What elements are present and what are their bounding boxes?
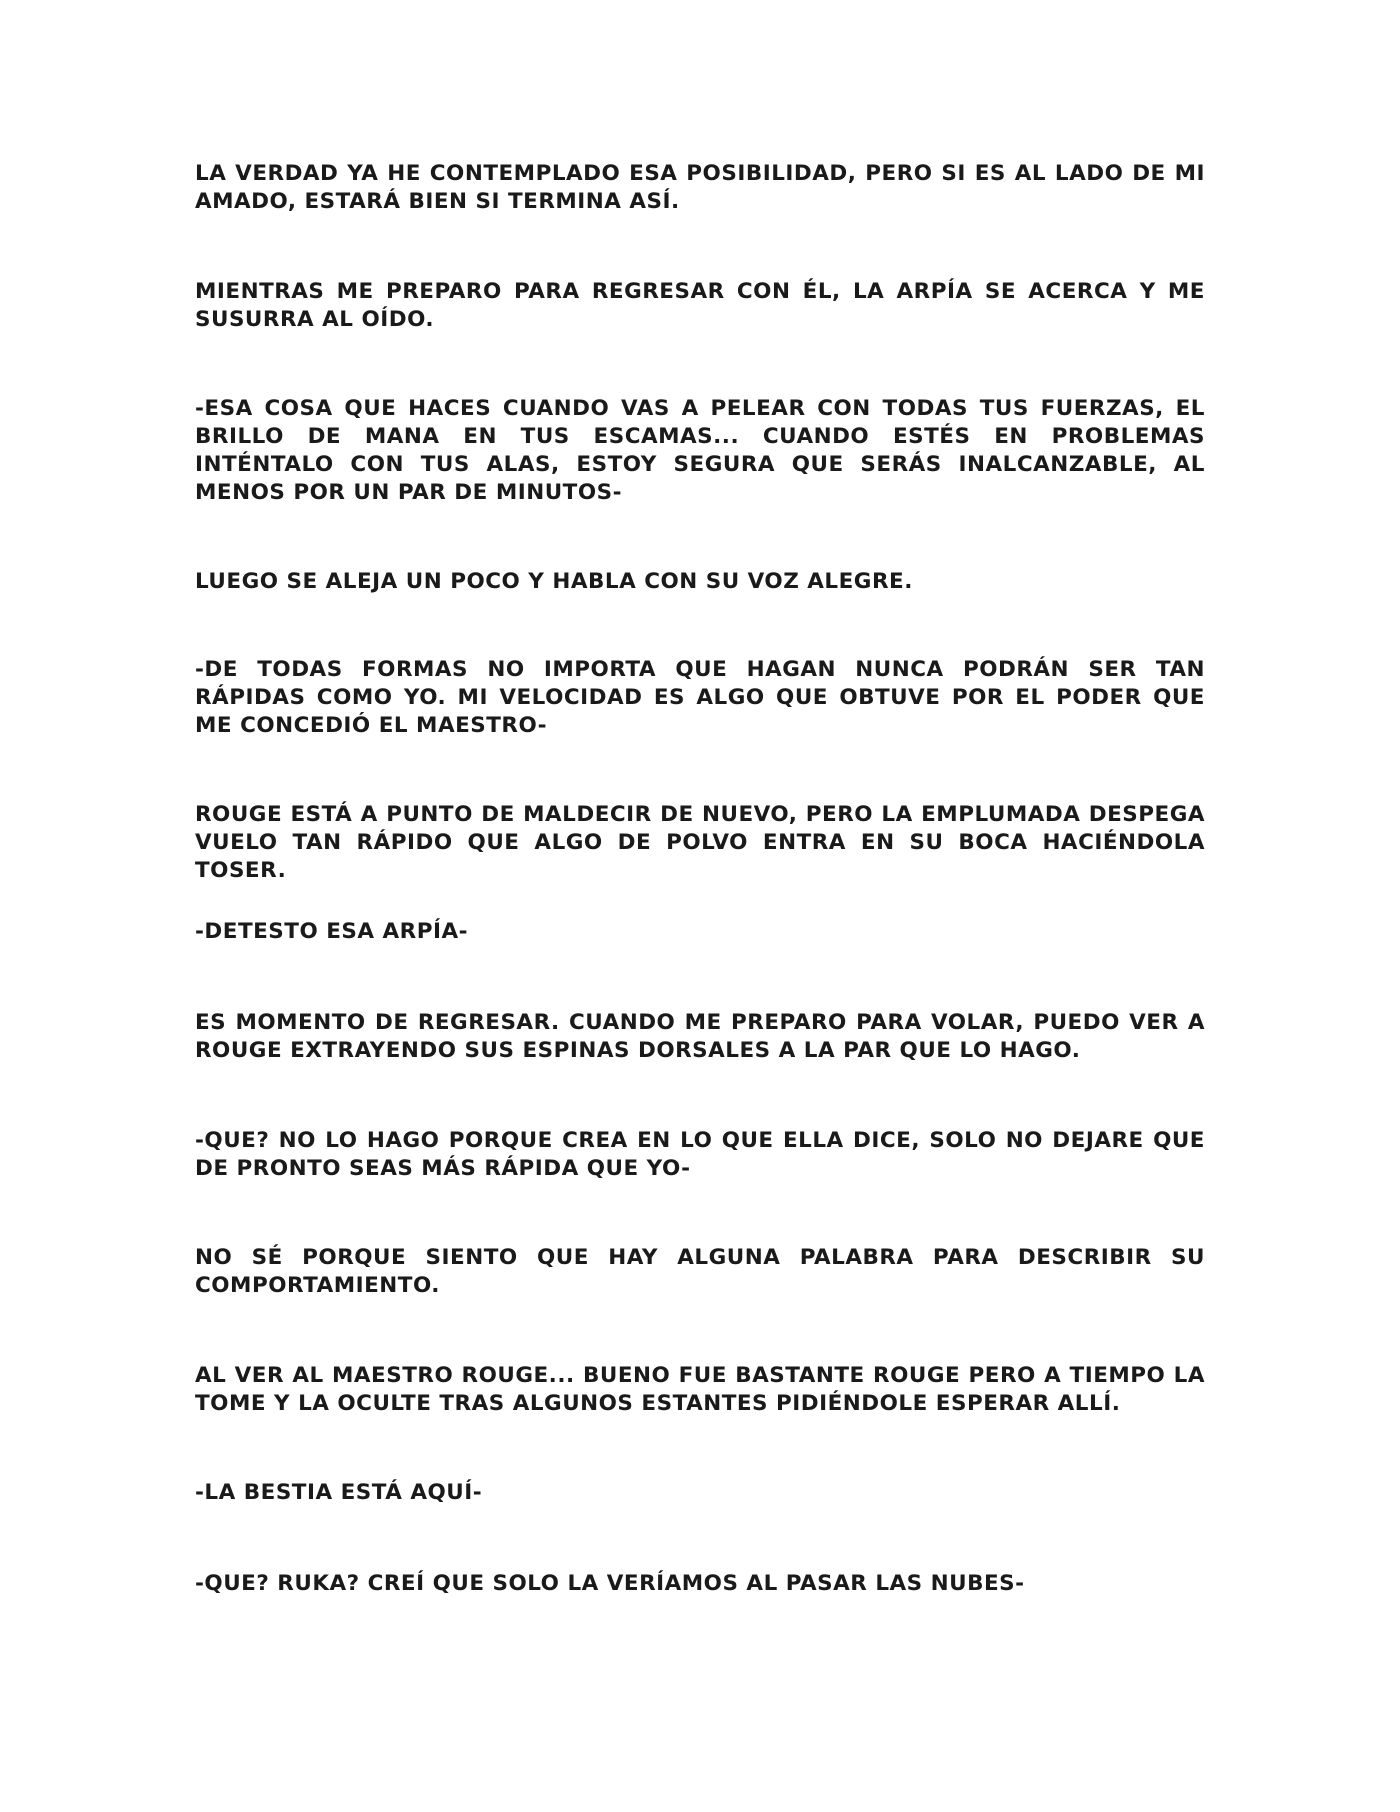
paragraph-11: AL VER AL MAESTRO ROUGE... BUENO FUE BASTANTE ROUGE PERO A TIEMPO LA TOME Y LA OCULTE TRAS ALGUNOS ESTANTES PIDIÉNDOLE ESPERAR ALLÍ.	[195, 1363, 1205, 1416]
paragraph-8: ES MOMENTO DE REGRESAR. CUANDO ME PREPARO PARA VOLAR, PUEDO VER A ROUGE EXTRAYENDO SUS ESPINAS DORSALES A LA PAR QUE LO HAGO.	[195, 1010, 1205, 1063]
paragraph-9: -QUE? NO LO HAGO PORQUE CREA EN LO QUE ELLA DICE, SOLO NO DEJARE QUE DE PRONTO SEAS MÁS RÁPIDA QUE YO-	[195, 1128, 1205, 1181]
paragraph-6: ROUGE ESTÁ A PUNTO DE MALDECIR DE NUEVO, PERO LA EMPLUMADA DESPEGA VUELO TAN RÁPIDO QUE ALGO DE POLVO ENTRA EN SU BOCA HACIÉNDOLA TOSER.	[195, 802, 1205, 883]
paragraph-13: -QUE? RUKA? CREÍ QUE SOLO LA VERÍAMOS AL PASAR LAS NUBES-	[195, 1571, 1025, 1596]
paragraph-4: LUEGO SE ALEJA UN POCO Y HABLA CON SU VOZ ALEGRE.	[195, 569, 913, 594]
paragraph-3: -ESA COSA QUE HACES CUANDO VAS A PELEAR CON TODAS TUS FUERZAS, EL BRILLO DE MANA EN TUS ESCAMAS... CUANDO ESTÉS EN PROBLEMAS INTÉNTALO CON TUS ALAS, ESTOY SEGURA QUE SERÁS INALCANZABLE, AL MENOS POR UN PAR DE MINUTOS-	[195, 396, 1205, 505]
paragraph-2: MIENTRAS ME PREPARO PARA REGRESAR CON ÉL, LA ARPÍA SE ACERCA Y ME SUSURRA AL OÍDO.	[195, 279, 1205, 332]
paragraph-7: -DETESTO ESA ARPÍA-	[195, 919, 469, 944]
paragraph-1: LA VERDAD YA HE CONTEMPLADO ESA POSIBILIDAD, PERO SI ES AL LADO DE MI AMADO, ESTARÁ BIEN SI TERMINA ASÍ.	[195, 161, 1205, 214]
paragraph-5: -DE TODAS FORMAS NO IMPORTA QUE HAGAN NUNCA PODRÁN SER TAN RÁPIDAS COMO YO. MI VELOCIDAD ES ALGO QUE OBTUVE POR EL PODER QUE ME CONCEDIÓ EL MAESTRO-	[195, 657, 1205, 738]
paragraph-12: -LA BESTIA ESTÁ AQUÍ-	[195, 1480, 483, 1505]
paragraph-10: NO SÉ PORQUE SIENTO QUE HAY ALGUNA PALABRA PARA DESCRIBIR SU COMPORTAMIENTO.	[195, 1245, 1205, 1298]
